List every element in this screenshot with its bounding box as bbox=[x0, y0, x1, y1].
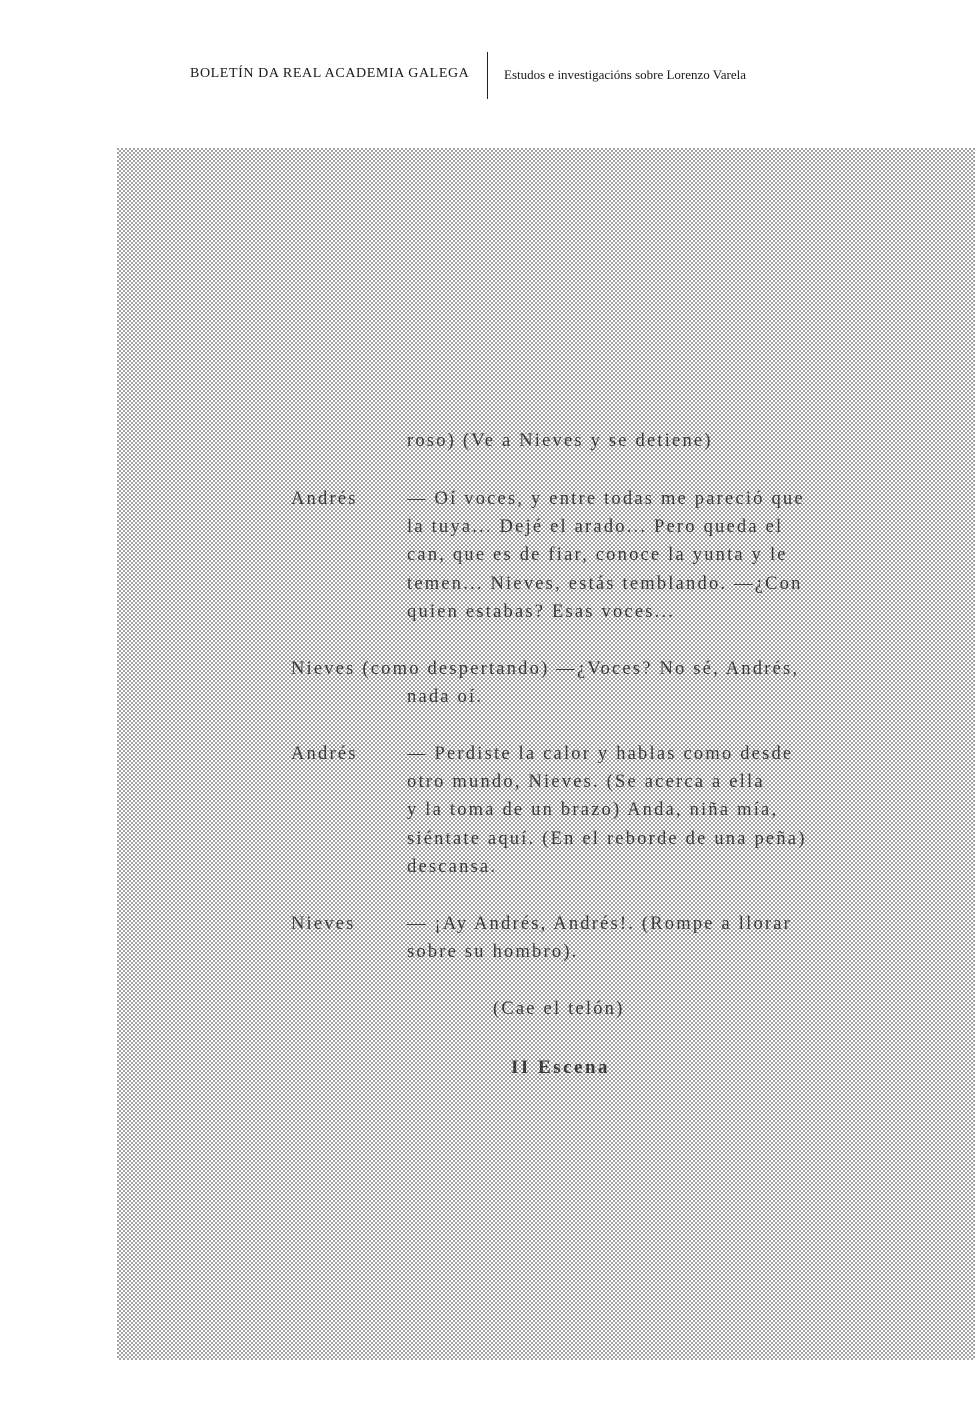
dialogue-line: — Oí voces, y entre todas me pareció que bbox=[407, 489, 805, 509]
dialogue-line: la tuya... Dejé el arado... Pero queda el bbox=[407, 517, 784, 537]
dialogue-line: descansa. bbox=[407, 857, 498, 877]
dialogue-line: — ¡Ay Andrés, Andrés!. (Rompe a llorar bbox=[407, 914, 793, 934]
dialogue-line: can, que es de fiar, conoce la yunta y le bbox=[407, 545, 788, 565]
dialogue-line: otro mundo, Nieves. (Se acerca a ella bbox=[407, 772, 765, 792]
journal-title: BOLETÍN DA REAL ACADEMIA GALEGA bbox=[190, 66, 470, 81]
section-title: Estudos e investigacións sobre Lorenzo Varela bbox=[504, 67, 746, 82]
dialogue-line: — Perdiste la calor y hablas como desde bbox=[407, 744, 794, 764]
opening-line: roso) (Ve a Nieves y se detiene) bbox=[407, 431, 713, 451]
speaker-nieves-line: Nieves (como despertando) —¿Voces? No sé, Andrés, bbox=[291, 659, 800, 679]
curtain-direction: (Cae el telón) bbox=[493, 999, 625, 1019]
speaker-nieves-2: Nieves bbox=[291, 914, 356, 934]
speaker-andres-2: Andrés bbox=[291, 744, 358, 764]
header-divider bbox=[487, 52, 488, 99]
scene-heading: II Escena bbox=[511, 1057, 611, 1078]
running-header bbox=[0, 52, 975, 100]
speaker-andres-1: Andrés bbox=[291, 489, 358, 509]
dialogue-line: sobre su hombro). bbox=[407, 942, 579, 962]
dialogue-line: y la toma de un brazo) Anda, niña mía, bbox=[407, 800, 779, 820]
dialogue-line: siéntate aquí. (En el reborde de una peña) bbox=[407, 829, 807, 849]
dialogue-line: temen... Nieves, estás temblando. —¿Con bbox=[407, 574, 803, 594]
scanned-typescript bbox=[117, 148, 975, 1360]
dialogue-line: quien estabas? Esas voces... bbox=[407, 602, 676, 622]
dialogue-line: nada oí. bbox=[407, 687, 484, 707]
